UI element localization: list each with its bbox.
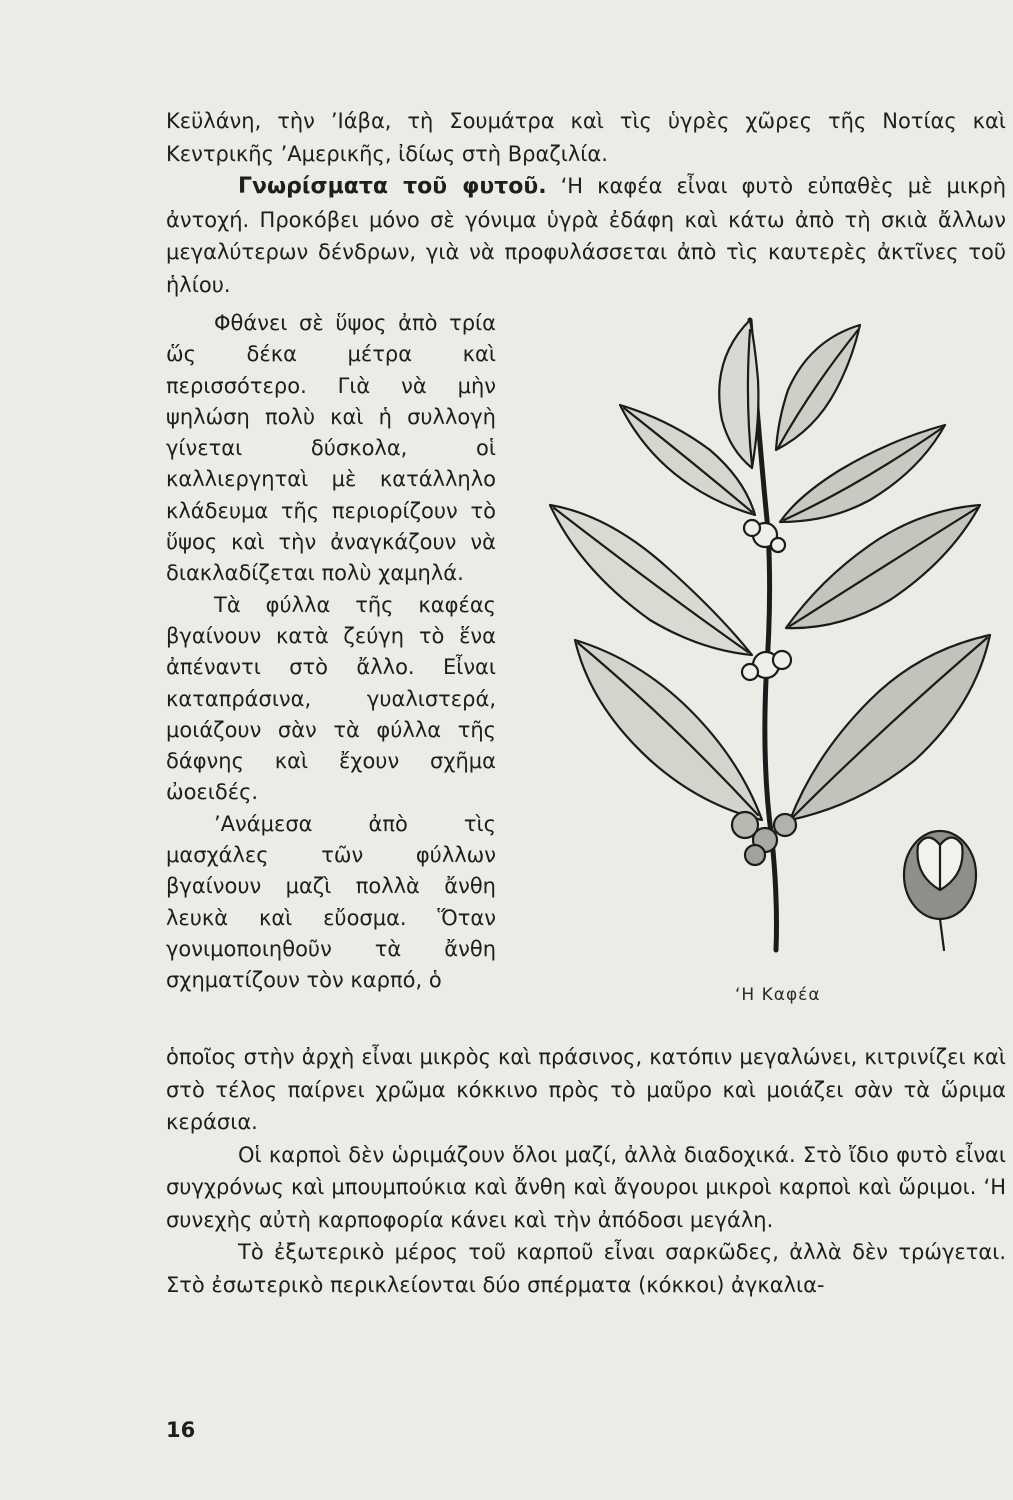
paragraph-leaves: Τὰ φύλλα τῆς καφέας βγαίνουν κατὰ ζεύγη τὸ ἕνα ἀπέναντι στὸ ἄλλο. Εἶναι καταπράσινα, γυαλιστερά, μοιάζουν σὰν τὰ φύλλα τῆς δάφνης καὶ ἔχουν σχῆμα ὠοειδές. <box>166 592 496 805</box>
paragraph-plant-features <box>166 170 1006 301</box>
paragraph-height: Φθάνει σὲ ὕψος ἀπὸ τρία ὥς δέκα μέτρα καὶ περισσότερο. Γιὰ νὰ μὴν ψηλώση πολὺ καὶ ἡ συλλογὴ γίνεται δύσκολα, οἱ καλλιεργηταὶ μὲ κατάλληλο κλάδευμα τῆς περιορίζουν τὸ ὕψος καὶ τὴν ἀναγκάζουν νὰ διακλαδίζεται πολὺ χαμηλά. <box>166 311 496 586</box>
paragraph-ripening: Οἱ καρποὶ δὲν ὡριμάζουν ὅλοι μαζί, ἀλλὰ διαδοχικά. Στὸ ἴδιο φυτὸ εἶναι συγχρόνως καὶ μπουμπούκια καὶ ἄνθη καὶ ἄγουροι μικροὶ καρποὶ καὶ ὥριμοι. ‘Η συνεχὴς αὐτὴ καρποφορία κάνει καὶ τὴν ἀπόδοσι μεγάλη. <box>166 1142 1006 1232</box>
paragraph-fruit: ὁποῖος στὴν ἀρχὴ εἶναι μικρὸς καὶ πράσινος, κατόπιν μεγαλώνει, κιτρινίζει καὶ στὸ τέλος παίρνει χρῶμα κόκκινο πρὸς τὸ μαῦρο καὶ μοιάζει σὰν τὰ ὥριμα κεράσια. <box>166 1045 1006 1134</box>
section-heading: Γνωρίσματα τοῦ φυτοῦ. <box>238 174 547 199</box>
paragraph-plant-features-text: ‘Η καφέα εἶναι φυτὸ εὐπαθὲς μὲ μικρὴ ἀντοχή. Προκόβει μόνο σὲ γόνιμα ὑγρὰ ἐδάφη καὶ κάτω ἀπὸ τὴ σκιὰ ἄλλων μεγαλύτερων δένδρων, γιὰ νὰ προφυλάσσεται ἀπὸ τὶς καυτερὲς ἀκτῖνες τοῦ ἡλίου. <box>166 174 1006 297</box>
page-number: 16 <box>166 1418 196 1442</box>
paragraph-fruit-structure: Τὸ ἐξωτερικὸ μέρος τοῦ καρποῦ εἶναι σαρκῶδες, ἀλλὰ δὲν τρώγεται. Στὸ ἐσωτερικὸ περικλείονται δύο σπέρματα (κόκκοι) ἀγκαλια- <box>166 1240 1006 1297</box>
coffee-plant-illustration <box>540 300 1010 980</box>
paragraph-countries: Κεϋλάνη, τὴν ’Ιάβα, τὴ Σουμάτρα καὶ τὶς ὑγρὲς χῶρες τῆς Νοτίας καὶ Κεντρικῆς ’Αμερικῆς, ἰδίως στὴ Βραζιλία. <box>166 109 1006 166</box>
paragraph-flowers: ’Ανάμεσα ἀπὸ τὶς μασχάλες τῶν φύλλων βγαίνουν μαζὶ πολλὰ ἄνθη λευκὰ καὶ εὔοσμα. Ὅταν γονιμοποιηθοῦν τὰ ἄνθη σχηματίζουν τὸν καρπό, ὁ <box>166 811 496 993</box>
figure-caption: ‘Η Καφέα <box>735 985 821 1005</box>
bottom-text-block <box>166 1041 1006 1301</box>
top-text-block <box>166 105 1006 301</box>
column-text-block <box>166 308 496 997</box>
